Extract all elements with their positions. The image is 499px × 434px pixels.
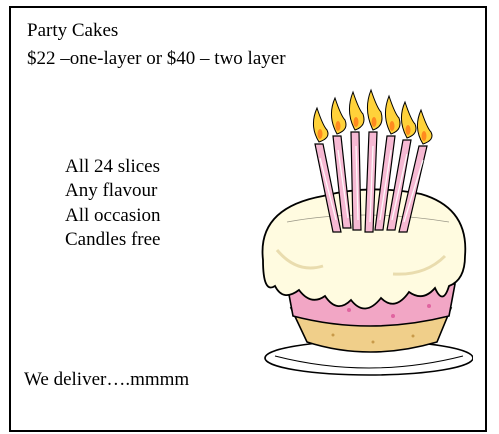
- price-line: $22 –one-layer or $40 – two layer: [27, 48, 286, 69]
- birthday-cake-icon: [253, 80, 473, 380]
- feature-item: All occasion: [65, 204, 161, 226]
- feature-item: Any flavour: [65, 180, 158, 202]
- feature-list: [65, 155, 161, 252]
- delivery-tagline: We deliver….mmmm: [24, 369, 190, 390]
- feature-item: All 24 slices: [65, 156, 160, 177]
- feature-item: Candles free: [65, 228, 161, 250]
- party-cakes-flyer: [9, 6, 487, 432]
- flyer-title: Party Cakes: [27, 20, 119, 41]
